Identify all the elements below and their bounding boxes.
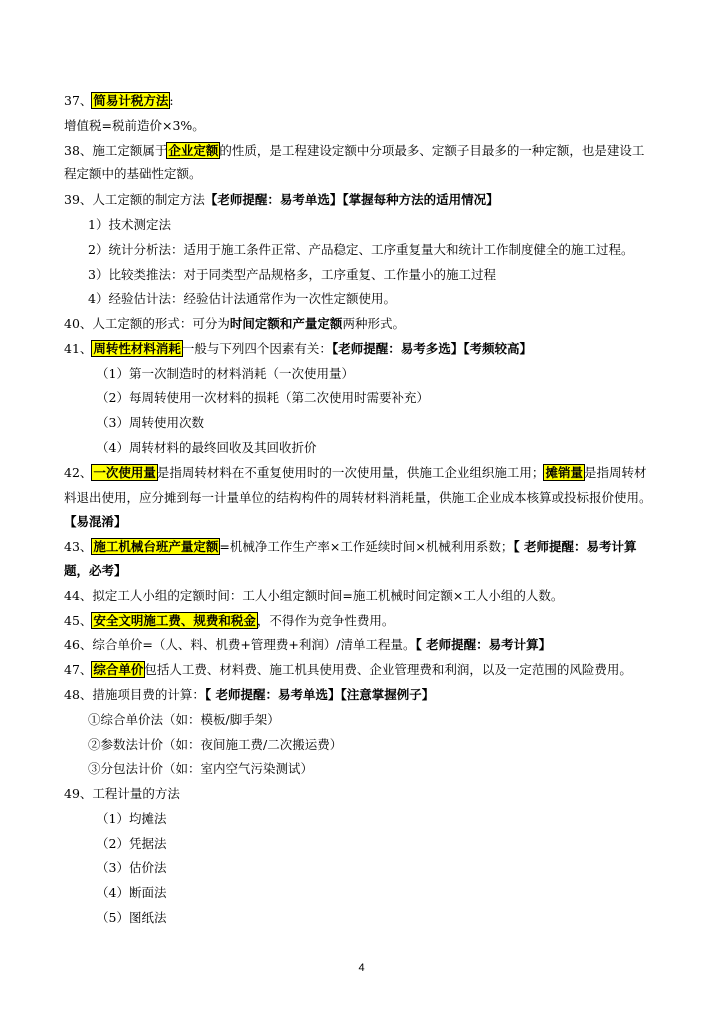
item-41-sub-3: （3）周转使用次数: [96, 415, 204, 430]
highlighted-term: 简易计税方法: [93, 93, 169, 108]
highlighted-term: 一次使用量: [93, 465, 156, 480]
item-49: 49、工程计量的方法: [64, 786, 180, 801]
item-40: [64, 316, 663, 332]
item-number: 37、: [64, 93, 93, 108]
highlighted-term: 周转性材料消耗: [93, 341, 181, 356]
highlighted-term: 施工机械台班产量定额: [93, 539, 219, 554]
item-number: 41、: [64, 341, 93, 356]
item-48: [64, 687, 663, 703]
item-49-sub-4: （4）断面法: [96, 885, 167, 900]
highlighted-term: 企业定额: [168, 143, 219, 158]
item-text: =机械净工作生产率×工作延续时间×机械利用系数；: [219, 539, 514, 554]
item-47: [64, 662, 663, 678]
item-48-sub-2: ②参数法计价（如：夜间施工费/二次搬运费）: [88, 737, 343, 752]
item-38-cont: 程定额中的基础性定额。: [64, 166, 202, 181]
teacher-note: 【 老师提醒：易考单选】【注意掌握例子】: [204, 687, 435, 702]
item-text: 是指周转材料在不重复使用时的一次使用量，供施工企业组织施工用；: [156, 465, 545, 480]
item-48-sub-3: ③分包法计价（如：室内空气污染测试）: [88, 761, 314, 776]
item-text: 一般与下列四个因素有关：: [181, 341, 332, 356]
teacher-note: 【老师提醒：易考多选】【考频较高】: [331, 341, 532, 356]
item-42-note: 【易混淆】: [64, 514, 127, 529]
item-number: 47、: [64, 662, 93, 677]
item-text: 是指周转材: [583, 465, 647, 480]
item-42-cont: 料退出使用，应分摊到每一计量单位的结构构件的周转材料消耗量，供施工企业成本核算或投标报价使用。: [64, 490, 652, 505]
item-39-sub-4: 4）经验估计法：经验估计法通常作为一次性定额使用。: [88, 291, 396, 306]
item-48-sub-1: ①综合单价法（如：模板/脚手架）: [88, 712, 280, 727]
item-39-sub-1: 1）技术测定法: [88, 217, 171, 232]
item-number: 45、: [64, 613, 93, 628]
item-41-sub-1: （1）第一次制造时的材料消耗（一次使用量）: [96, 366, 354, 381]
item-43: [64, 539, 663, 555]
item-37: [64, 93, 663, 109]
item-38: [64, 143, 663, 159]
item-49-sub-1: （1）均摊法: [96, 811, 167, 826]
emphasis-text: 时间定额和产量定额: [229, 316, 343, 331]
item-41: [64, 341, 663, 357]
item-45: [64, 613, 663, 629]
item-42: [64, 465, 663, 481]
item-49-sub-2: （2）凭据法: [96, 836, 167, 851]
highlighted-term: 安全文明施工费、规费和税金: [93, 613, 256, 628]
item-39: [64, 192, 663, 208]
teacher-note: 【 老师提醒：易考计算: [513, 539, 637, 554]
item-46: [64, 637, 663, 653]
item-44: 44、拟定工人小组的定额时间：工人小组定额时间=施工机械时间定额×工人小组的人数。: [64, 588, 564, 603]
item-number: 42、: [64, 465, 93, 480]
item-39-sub-2: 2）统计分析法：适用于施工条件正常、产品稳定、工序重复量大和统计工作制度健全的施工过程。: [88, 242, 634, 257]
item-number: 43、: [64, 539, 93, 554]
item-text: ，不得作为竞争性费用。: [256, 613, 395, 628]
item-text: 的性质，是工程建设定额中分项最多、定额子目最多的一种定额，也是建设工: [219, 143, 645, 158]
item-49-sub-3: （3）估价法: [96, 860, 167, 875]
item-41-sub-4: （4）周转材料的最终回收及其回收折价: [96, 440, 317, 455]
page-number: 4: [358, 962, 365, 974]
teacher-note: 【 老师提醒：易考计算】: [415, 637, 552, 652]
highlighted-term: 摊销量: [545, 465, 583, 480]
item-49-sub-5: （5）图纸法: [96, 910, 167, 925]
highlighted-term: 综合单价: [93, 662, 144, 677]
item-text: 40、人工定额的形式：可分为: [64, 316, 230, 331]
teacher-note: 【老师提醒：易考单选】【掌握每种方法的适用情况】: [204, 192, 499, 207]
item-text: 39、人工定额的制定方法: [64, 192, 205, 207]
item-37-text: 增值税=税前造价×3%。: [64, 118, 205, 133]
item-text: 包括人工费、材料费、施工机具使用费、企业管理费和利润，以及一定范围的风险费用。: [144, 662, 632, 677]
item-text: :: [169, 93, 174, 108]
item-text: 46、综合单价=（人、料、机费+管理费+利润）/清单工程量。: [64, 637, 416, 652]
item-43-cont: 题，必考】: [64, 563, 127, 578]
item-39-sub-3: 3）比较类推法：对于同类型产品规格多，工序重复、工作量小的施工过程: [88, 267, 496, 282]
item-text: 48、措施项目费的计算：: [64, 687, 205, 702]
item-41-sub-2: （2）每周转使用一次材料的损耗（第二次使用时需要补充）: [96, 390, 429, 405]
item-text: 两种形式。: [342, 316, 405, 331]
item-text: 38、施工定额属于: [64, 143, 168, 158]
